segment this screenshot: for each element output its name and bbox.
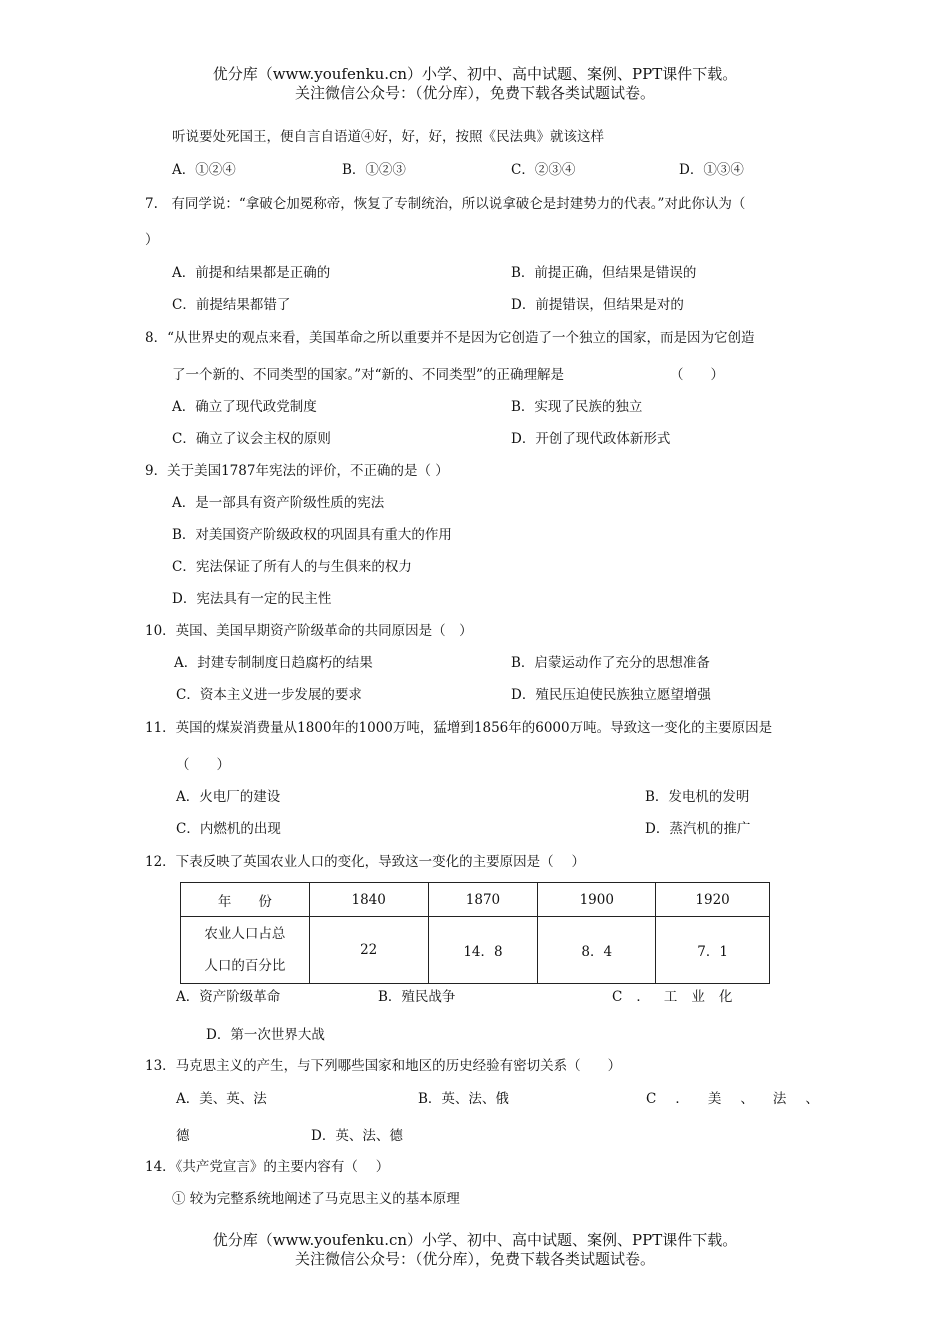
table-header-1900: 1900 [538, 883, 656, 917]
q9-stem: 9．关于美国1787年宪法的评价，不正确的是（ ） [145, 463, 449, 479]
table-cell-1840: 22 [309, 917, 428, 984]
row-label-line-1: 农业人口占总 [204, 926, 286, 942]
q13-option-a: A．美、英、法 [176, 1091, 267, 1107]
footer-line-2: 关注微信公众号：（优分库），免费下载各类试题试卷。 [294, 1250, 655, 1268]
q8-option-b: B．实现了民族的独立 [511, 399, 643, 415]
q8-option-a: A．确立了现代政党制度 [172, 399, 317, 415]
q13-stem: 13．马克思主义的产生，与下列哪些国家和地区的历史经验有密切关系（ ） [145, 1058, 622, 1074]
footer-line-1: 优分库（www.youfenku.cn）小学、初中、高中试题、案例、PPT课件下载。 [212, 1231, 738, 1249]
q10-option-d: D．殖民压迫使民族独立愿望增强 [511, 687, 711, 703]
q12-stem: 12．下表反映了英国农业人口的变化，导致这一变化的主要原因是（ ） [145, 854, 585, 870]
q10-option-b: B．启蒙运动作了充分的思想准备 [511, 655, 710, 671]
q8-stem: 8．“从世界史的观点来看，美国革命之所以重要并不是因为它创造了一个独立的国家，而是因为它创造 [145, 330, 755, 346]
q9-option-d: D．宪法具有一定的民主性 [172, 591, 332, 607]
q11-option-c: C．内燃机的出现 [176, 821, 281, 837]
q12-option-a: A．资产阶级革命 [176, 989, 281, 1005]
page-footer [0, 1231, 950, 1269]
q14-item-1: ① 较为完整系统地阐述了马克思主义的基本原理 [172, 1191, 460, 1207]
q10-stem: 10．英国、美国早期资产阶级革命的共同原因是（ ） [145, 623, 473, 639]
q8-answer-paren: （ ） [670, 367, 724, 383]
q8-option-d: D．开创了现代政体新形式 [511, 431, 671, 447]
table-header-row [181, 883, 770, 917]
q10-option-a: A．封建专制制度日趋腐朽的结果 [174, 655, 373, 671]
q8-stem-cont: 了一个新的、不同类型的国家。”对“新的、不同类型”的正确理解是 [172, 367, 564, 383]
table-row-label [181, 917, 310, 984]
q7-option-b: B．前提正确，但结果是错误的 [511, 265, 697, 281]
q6-stem-tail: 听说要处死国王，便自言自语道④好，好，好，按照《民法典》就该这样 [172, 129, 604, 145]
q9-option-c: C．宪法保证了所有人的与生俱来的权力 [172, 559, 412, 575]
q6-option-b: B．①②③ [342, 162, 406, 178]
table-row [181, 917, 770, 984]
q13-option-d: D．英、法、德 [311, 1128, 403, 1144]
q11-answer-paren: （ ） [176, 757, 230, 773]
table-header-1840: 1840 [309, 883, 428, 917]
q13-option-c: C．美、法、 [646, 1091, 838, 1107]
q12-option-d: D．第一次世界大战 [206, 1027, 325, 1043]
header-line-2: 关注微信公众号：（优分库），免费下载各类试题试卷。 [294, 84, 655, 102]
q9-option-a: A．是一部具有资产阶级性质的宪法 [172, 495, 385, 511]
q6-option-a: A．①②④ [172, 162, 236, 178]
q8-option-c: C．确立了议会主权的原则 [172, 431, 331, 447]
q10-option-c: C．资本主义进一步发展的要求 [176, 687, 362, 703]
q12-option-b: B．殖民战争 [378, 989, 456, 1005]
q9-option-b: B．对美国资产阶级政权的巩固具有重大的作用 [172, 527, 452, 543]
q7-option-a: A．前提和结果都是正确的 [172, 265, 331, 281]
q7-option-d: D．前提错误，但结果是对的 [511, 297, 684, 313]
q11-stem: 11．英国的煤炭消费量从1800年的1000万吨，猛增到1856年的6000万吨。导致这一变化的主要原因是 [145, 720, 773, 736]
q7-stem-cont: ） [145, 232, 159, 248]
header-line-1: 优分库（www.youfenku.cn）小学、初中、高中试题、案例、PPT课件下载。 [212, 65, 738, 83]
table-cell-1920: 7．1 [656, 917, 770, 984]
q11-option-a: A．火电厂的建设 [176, 789, 281, 805]
page-header [0, 65, 950, 103]
q6-option-d: D．①③④ [679, 162, 744, 178]
agri-population-table [180, 882, 770, 984]
q12-option-c: C．工业化 [612, 989, 747, 1005]
q7-stem: 7. 有同学说：“拿破仑加冕称帝，恢复了专制统治，所以说拿破仑是封建势力的代表。”对此你认为（ [145, 196, 746, 212]
q13-option-b: B．英、法、俄 [418, 1091, 509, 1107]
q11-option-b: B．发电机的发明 [645, 789, 750, 805]
table-header-1870: 1870 [428, 883, 538, 917]
q11-option-d: D．蒸汽机的推广 [645, 821, 751, 837]
row-label-line-2: 人口的百分比 [204, 958, 286, 974]
table-header-1920: 1920 [656, 883, 770, 917]
table-cell-1900: 8．4 [538, 917, 656, 984]
q13-option-c-cont: 德 [176, 1128, 190, 1144]
q6-option-c: C．②③④ [511, 162, 576, 178]
table-header-year: 年 份 [181, 883, 310, 917]
q7-option-c: C．前提结果都错了 [172, 297, 291, 313]
q14-stem: 14．《共产党宣言》的主要内容有（ ） [145, 1159, 390, 1175]
table-cell-1870: 14．8 [428, 917, 538, 984]
